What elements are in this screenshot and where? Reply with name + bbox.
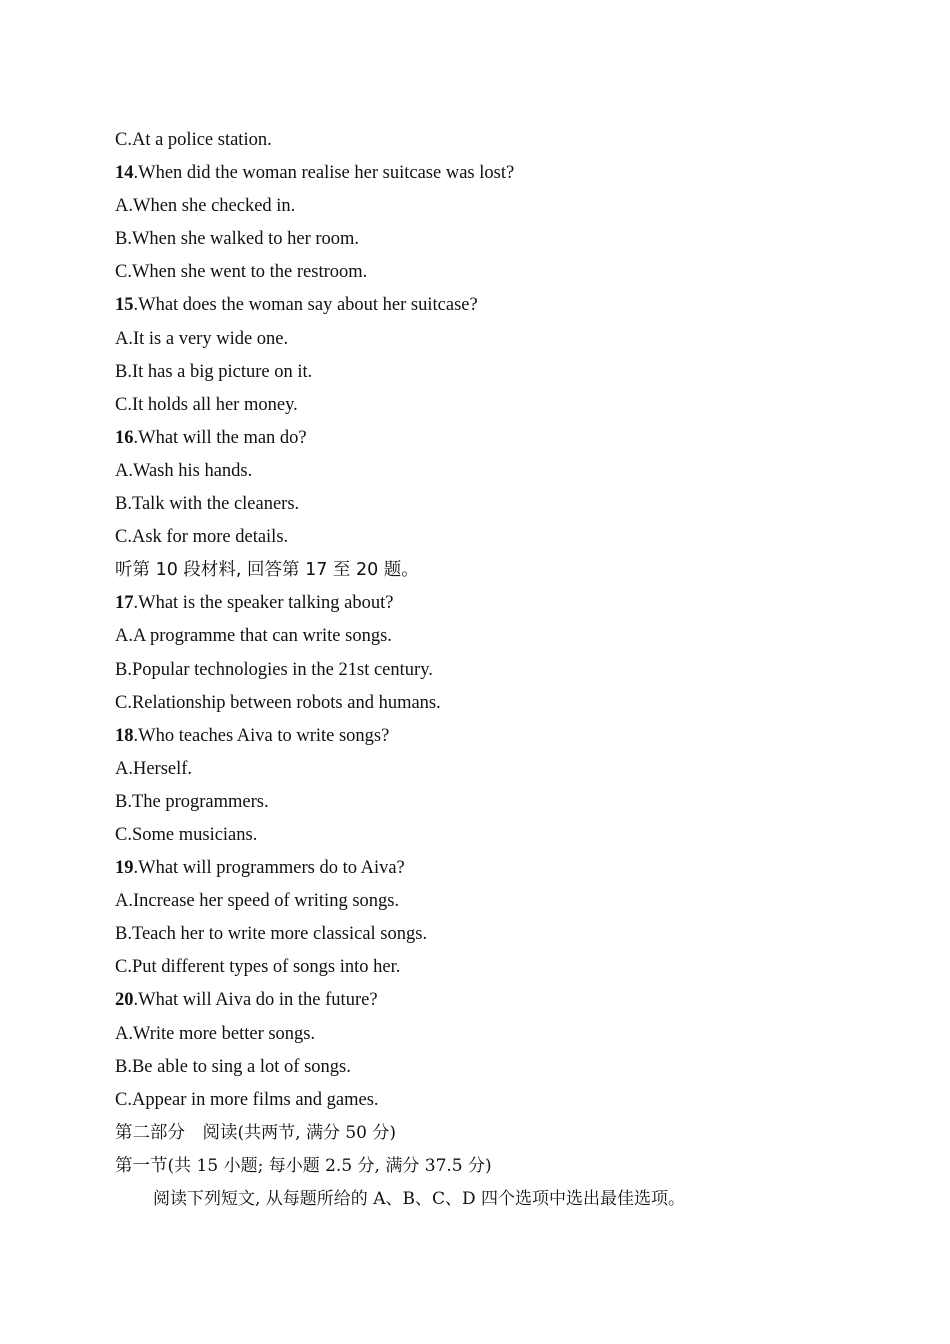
question-line: [115, 720, 855, 753]
option-line: B.Teach her to write more classical songs.: [115, 924, 428, 945]
option-line: A.Herself.: [115, 758, 193, 779]
option-line: B.It has a big picture on it.: [115, 361, 313, 382]
question-text: .What is the speaker talking about?: [133, 593, 394, 614]
option-line: B.Talk with the cleaners.: [115, 494, 300, 515]
option-line: C.Relationship between robots and humans.: [115, 692, 441, 713]
reading-instruction: 阅读下列短文, 从每题所给的 A、B、C、D 四个选项中选出最佳选项。: [153, 1189, 686, 1209]
part-heading-detail: (共两节, 满分 50 分): [237, 1122, 397, 1143]
question-number: 20: [115, 990, 134, 1011]
question-text: .Who teaches Aiva to write songs?: [133, 725, 390, 746]
option-line: C.Some musicians.: [115, 824, 258, 845]
option-line: C.When she went to the restroom.: [115, 262, 368, 283]
question-number: 16: [115, 427, 134, 448]
question-text: .What will programmers do to Aiva?: [133, 858, 405, 879]
option-line: B.The programmers.: [115, 791, 269, 812]
option-line: C.Appear in more films and games.: [115, 1089, 379, 1110]
section-heading-label: 第一节: [115, 1155, 168, 1176]
part-heading-label: 第二部分 阅读: [115, 1122, 238, 1143]
question-number: 19: [115, 858, 134, 879]
option-line: C.Put different types of songs into her.: [115, 957, 401, 978]
section-heading: [115, 1150, 855, 1183]
question-text: .What does the woman say about her suitcase?: [133, 295, 478, 316]
option-line: C.It holds all her money.: [115, 394, 298, 415]
section-heading-detail: (共 15 小题; 每小题 2.5 分, 满分 37.5 分): [167, 1155, 492, 1176]
option-line: A.When she checked in.: [115, 196, 296, 217]
option-line: A.It is a very wide one.: [115, 328, 289, 349]
option-line: B.Be able to sing a lot of songs.: [115, 1056, 351, 1077]
listening-instruction: 听第 10 段材料, 回答第 17 至 20 题。: [115, 560, 419, 581]
question-number: 14: [115, 163, 134, 184]
option-line: C.Ask for more details.: [115, 527, 289, 548]
question-line: [115, 984, 855, 1017]
question-number: 15: [115, 295, 134, 316]
question-text: .What will the man do?: [133, 427, 307, 448]
part-heading: [115, 1117, 855, 1150]
question-line: [115, 157, 855, 190]
question-number: 18: [115, 725, 134, 746]
question-line: [115, 422, 855, 455]
option-line: B.Popular technologies in the 21st century.: [115, 659, 433, 680]
option-line: A.Increase her speed of writing songs.: [115, 891, 400, 912]
option-line: A.Wash his hands.: [115, 460, 253, 481]
option-line: A.A programme that can write songs.: [115, 626, 392, 647]
question-text: .When did the woman realise her suitcase was lost?: [133, 163, 515, 184]
option-line: A.Write more better songs.: [115, 1023, 316, 1044]
question-text: .What will Aiva do in the future?: [133, 990, 378, 1011]
question-line: [115, 289, 855, 322]
option-line: B.When she walked to her room.: [115, 229, 360, 250]
document-body: [115, 124, 855, 1216]
question-line: [115, 587, 855, 620]
question-line: [115, 852, 855, 885]
option-line: C.At a police station.: [115, 130, 272, 150]
question-number: 17: [115, 593, 134, 614]
